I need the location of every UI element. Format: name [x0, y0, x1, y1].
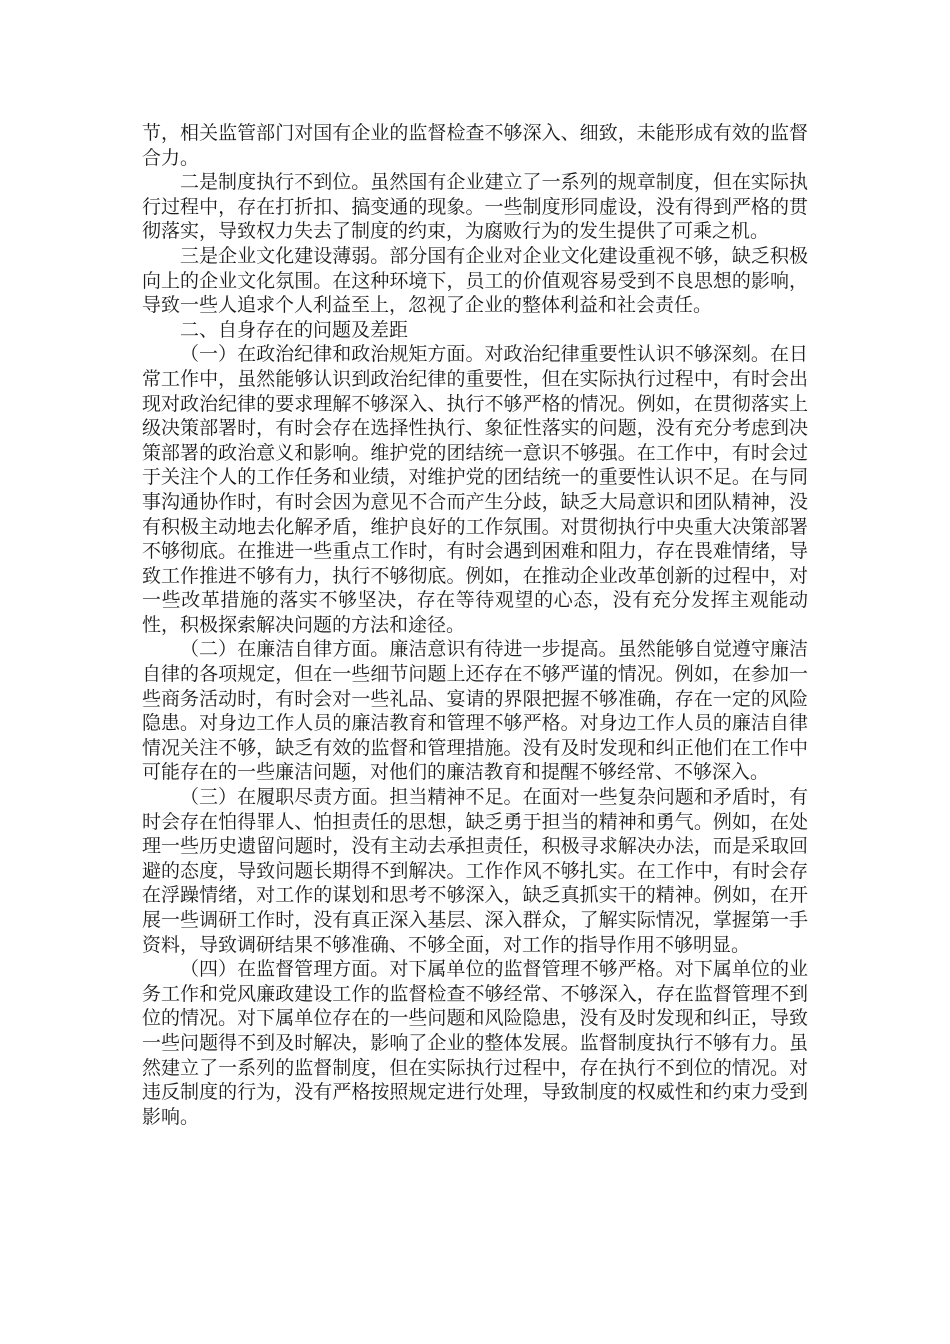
section-heading-self-problems: 二、自身存在的问题及差距	[180, 318, 409, 341]
paragraph-performing-duties: （三）在履职尽责方面。担当精神不足。在面对一些复杂问题和矛盾时，有时会存在怕得罪人、怕担责任的思想，缺乏勇于担当的精神和勇气。例如，在处理一些历史遗留问题时，没有主动去承担责任，积极寻求解决办法，而是采取回避的态度，导致问题长期得不到解决。工作作风不够扎实。在工作中，有时会存在浮躁情绪，对工作的谋划和思考不够深入，缺乏真抓实干的精神。例如，在开展一些调研工作时，没有真正深入基层、深入群众，了解实际情况，掌握第一手资料，导致调研结果不够准确、不够全面，对工作的指导作用不够明显。	[142, 786, 808, 956]
paragraph-political-discipline: （一）在政治纪律和政治规矩方面。对政治纪律重要性认识不够深刻。在日常工作中，虽然能够认识到政治纪律的重要性，但在实际执行过程中，有时会出现对政治纪律的要求理解不够深入、执行不够严格的情况。例如，在贯彻落实上级决策部署时，有时会存在选择性执行、象征性落实的问题，没有充分考虑到决策部署的政治意义和影响。维护党的团结统一意识不够强。在工作中，有时会过于关注个人的工作任务和业绩，对维护党的团结统一的重要性认识不足。在与同事沟通协作时，有时会因为意见不合而产生分歧，缺乏大局意识和团队精神，没有积极主动地去化解矛盾，维护良好的工作氛围。对贯彻执行中央重大决策部署不够彻底。在推进一些重点工作时，有时会遇到困难和阻力，存在畏难情绪，导致工作推进不够有力，执行不够彻底。例如，在推动企业改革创新的过程中，对一些改革措施的落实不够坚决，存在等待观望的心态，没有充分发挥主观能动性，积极探索解决问题的方法和途径。	[142, 343, 808, 636]
paragraph-supervision-management: （四）在监督管理方面。对下属单位的监督管理不够严格。对下属单位的业务工作和党风廉政建设工作的监督检查不够经常、不够深入，存在监督管理不到位的情况。对下属单位存在的一些问题和风险隐患，没有及时发现和纠正，导致一些问题得不到及时解决，影响了企业的整体发展。监督制度执行不够有力。虽然建立了一系列的监督制度，但在实际执行过程中，存在执行不到位的情况。对违反制度的行为，没有严格按照规定进行处理，导致制度的权威性和约束力受到影响。	[142, 958, 808, 1128]
paragraph-institution-execution: 二是制度执行不到位。虽然国有企业建立了一系列的规章制度，但在实际执行过程中，存在打折扣、搞变通的现象。一些制度形同虚设，没有得到严格的贯彻落实，导致权力失去了制度的约束，为腐败行为的发生提供了可乘之机。	[142, 171, 808, 243]
paragraph-continuation: 节，相关监管部门对国有企业的监督检查不够深入、细致，未能形成有效的监督合力。	[142, 122, 808, 169]
paragraph-corporate-culture: 三是企业文化建设薄弱。部分国有企业对企业文化建设重视不够，缺乏积极向上的企业文化氛围。在这种环境下，员工的价值观容易受到不良思想的影响，导致一些人追求个人利益至上，忽视了企业的整体利益和社会责任。	[142, 244, 808, 317]
paragraph-integrity-self-discipline: （二）在廉洁自律方面。廉洁意识有待进一步提高。虽然能够自觉遵守廉洁自律的各项规定，但在一些细节问题上还存在不够严谨的情况。例如，在参加一些商务活动时，有时会对一些礼品、宴请的界限把握不够准确，存在一定的风险隐患。对身边工作人员的廉洁教育和管理不够严格。对身边工作人员的廉洁自律情况关注不够，缺乏有效的监督和管理措施。没有及时发现和纠正他们在工作中可能存在的一些廉洁问题，对他们的廉洁教育和提醒不够经常、不够深入。	[142, 638, 808, 784]
document-page	[142, 121, 808, 1129]
